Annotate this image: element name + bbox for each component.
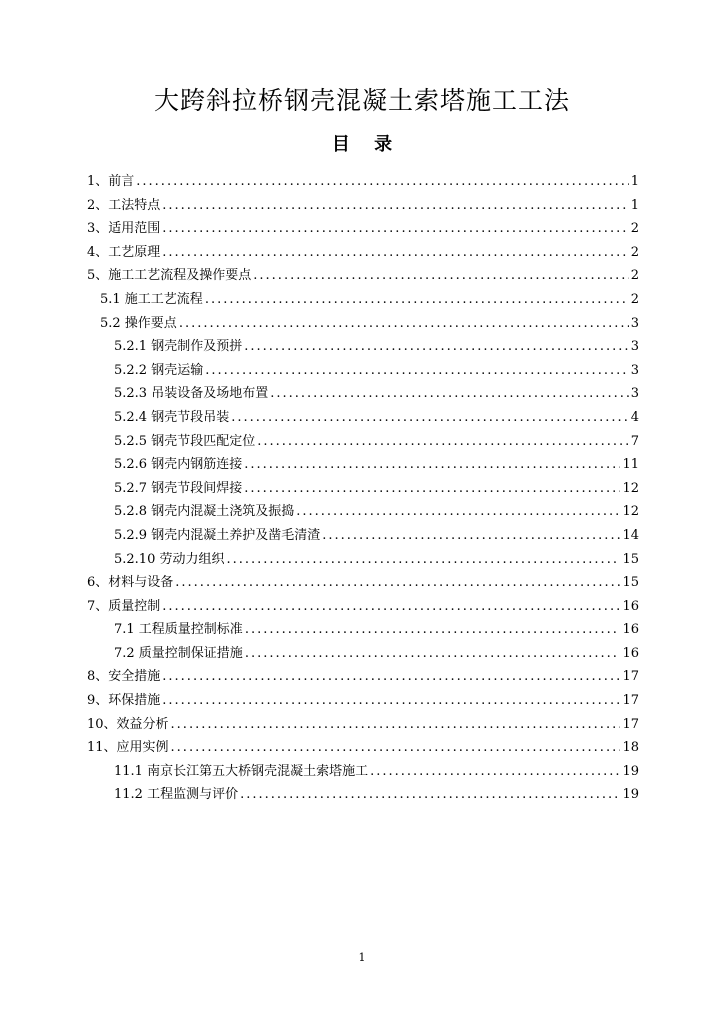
toc-entry-label: 11.2 工程监测与评价 bbox=[114, 787, 239, 803]
toc-leader-dots bbox=[244, 335, 629, 359]
toc-leader-dots bbox=[244, 477, 620, 501]
toc-entry-page: 19 bbox=[622, 763, 639, 779]
toc-leader-dots bbox=[253, 264, 628, 288]
toc-entry-label: 8、安全措施 bbox=[87, 669, 161, 685]
toc-entry-page: 16 bbox=[622, 622, 639, 638]
toc-leader-dots bbox=[162, 194, 628, 218]
toc-leader-dots bbox=[175, 571, 620, 595]
toc-entry-page: 11 bbox=[622, 457, 639, 473]
toc-entry[interactable] bbox=[87, 312, 639, 336]
toc-entry[interactable] bbox=[87, 288, 639, 312]
toc-entry-page: 17 bbox=[622, 716, 639, 732]
toc-entry[interactable] bbox=[87, 760, 639, 784]
toc-entry[interactable] bbox=[87, 642, 639, 666]
toc-entry[interactable] bbox=[87, 595, 639, 619]
toc-entry-label: 5、施工工艺流程及操作要点 bbox=[87, 268, 252, 284]
page-number: 1 bbox=[358, 951, 366, 964]
toc-entry-page: 1 bbox=[630, 174, 639, 189]
toc-leader-dots bbox=[231, 406, 629, 430]
toc-entry-page: 17 bbox=[622, 693, 639, 709]
toc-leader-dots bbox=[162, 595, 620, 619]
toc-entry-page: 15 bbox=[622, 551, 639, 567]
toc-entry-label: 4、工艺原理 bbox=[87, 244, 161, 260]
toc-entry-page: 15 bbox=[622, 575, 639, 591]
toc-entry-label: 5.2.10 劳动力组织 bbox=[114, 551, 225, 567]
toc-entry-label: 5.2.7 钢壳节段间焊接 bbox=[114, 480, 243, 496]
toc-entry-page: 17 bbox=[622, 669, 639, 685]
toc-leader-dots bbox=[245, 618, 621, 642]
toc-entry-page: 2 bbox=[630, 221, 639, 237]
toc-entry-page: 3 bbox=[630, 386, 639, 402]
toc-leader-dots bbox=[162, 689, 620, 713]
toc-leader-dots bbox=[244, 453, 620, 477]
toc-leader-dots bbox=[162, 217, 628, 241]
toc-entry-page: 4 bbox=[630, 409, 639, 425]
toc-entry[interactable] bbox=[87, 689, 639, 713]
toc-entry[interactable] bbox=[87, 194, 639, 218]
toc-entry-label: 7.2 质量控制保证措施 bbox=[114, 645, 243, 661]
toc-entry-page: 16 bbox=[622, 598, 639, 614]
toc-leader-dots bbox=[245, 642, 621, 666]
toc-heading: 目 录 bbox=[331, 134, 393, 155]
toc-entry[interactable] bbox=[87, 548, 639, 572]
toc-entry-label: 5.2.3 吊装设备及场地布置 bbox=[114, 386, 269, 402]
toc-leader-dots bbox=[162, 241, 628, 265]
toc-leader-dots bbox=[296, 500, 620, 524]
document-title: 大跨斜拉桥钢壳混凝土索塔施工工法 bbox=[153, 86, 570, 115]
toc-leader-dots bbox=[162, 665, 620, 689]
toc-entry[interactable] bbox=[87, 335, 639, 359]
toc-entry-page: 12 bbox=[622, 504, 639, 520]
toc-leader-dots bbox=[226, 548, 620, 572]
toc-leader-dots bbox=[171, 713, 621, 737]
toc-entry-label: 11、应用实例 bbox=[87, 740, 169, 756]
toc-entry[interactable] bbox=[87, 382, 639, 406]
toc-entry-label: 5.2.2 钢壳运输 bbox=[114, 362, 204, 378]
toc-leader-dots bbox=[136, 170, 628, 194]
toc-entry[interactable] bbox=[87, 477, 639, 501]
toc-entry-label: 5.1 施工工艺流程 bbox=[100, 291, 203, 307]
toc-entry-label: 9、环保措施 bbox=[87, 693, 161, 709]
toc-entry[interactable] bbox=[87, 736, 639, 760]
toc-leader-dots bbox=[179, 312, 629, 336]
toc-entry-page: 16 bbox=[622, 645, 639, 661]
toc-entry-page: 7 bbox=[630, 433, 639, 449]
toc-entry-label: 5.2.8 钢壳内混凝土浇筑及振捣 bbox=[114, 504, 295, 520]
toc-entry-label: 11.1 南京长江第五大桥钢壳混凝土索塔施工 bbox=[114, 763, 369, 779]
toc-leader-dots bbox=[257, 430, 629, 454]
toc-entry-page: 19 bbox=[622, 787, 639, 803]
toc-entry[interactable] bbox=[87, 618, 639, 642]
toc-entry[interactable] bbox=[87, 430, 639, 454]
toc-leader-dots bbox=[370, 760, 620, 784]
toc-leader-dots bbox=[205, 359, 629, 383]
toc-leader-dots bbox=[270, 382, 629, 406]
toc-entry-label: 5.2.4 钢壳节段吊装 bbox=[114, 409, 230, 425]
toc-entry-page: 2 bbox=[630, 244, 639, 260]
toc-entry[interactable] bbox=[87, 359, 639, 383]
toc-entry-label: 5.2.6 钢壳内钢筋连接 bbox=[114, 457, 243, 473]
toc-entry[interactable] bbox=[87, 500, 639, 524]
toc-entry-page: 14 bbox=[622, 527, 639, 543]
toc-leader-dots bbox=[171, 736, 621, 760]
toc-entry-label: 3、适用范围 bbox=[87, 221, 161, 237]
toc-entry-page: 3 bbox=[630, 339, 639, 355]
toc-entry-page: 18 bbox=[622, 740, 639, 756]
toc-entry[interactable] bbox=[87, 665, 639, 689]
toc-entry-page: 2 bbox=[630, 268, 639, 284]
toc-leader-dots bbox=[240, 783, 620, 807]
toc-entry-label: 7.1 工程质量控制标准 bbox=[114, 622, 243, 638]
toc-entry[interactable] bbox=[87, 217, 639, 241]
toc-entry-label: 10、效益分析 bbox=[87, 716, 169, 732]
toc-entry[interactable] bbox=[87, 406, 639, 430]
toc-entry-page: 3 bbox=[630, 362, 639, 378]
table-of-contents bbox=[87, 170, 639, 807]
toc-entry-page: 1 bbox=[630, 197, 639, 213]
toc-leader-dots bbox=[205, 288, 629, 312]
toc-entry-label: 7、质量控制 bbox=[87, 598, 161, 614]
toc-entry[interactable] bbox=[87, 241, 639, 265]
toc-leader-dots bbox=[322, 524, 620, 548]
toc-entry-label: 5.2 操作要点 bbox=[100, 315, 177, 331]
toc-entry-label: 1、前言 bbox=[87, 174, 135, 189]
toc-entry-page: 2 bbox=[630, 291, 639, 307]
toc-entry-label: 5.2.1 钢壳制作及预拼 bbox=[114, 339, 243, 355]
toc-entry[interactable] bbox=[87, 571, 639, 595]
toc-entry-page: 12 bbox=[622, 480, 639, 496]
toc-entry[interactable] bbox=[87, 524, 639, 548]
toc-entry-label: 5.2.5 钢壳节段匹配定位 bbox=[114, 433, 256, 449]
toc-entry-page: 3 bbox=[630, 315, 639, 331]
toc-entry-label: 6、材料与设备 bbox=[87, 575, 174, 591]
toc-entry-label: 2、工法特点 bbox=[87, 197, 161, 213]
toc-entry[interactable] bbox=[87, 264, 639, 288]
toc-entry[interactable] bbox=[87, 713, 639, 737]
toc-entry[interactable] bbox=[87, 453, 639, 477]
toc-entry-label: 5.2.9 钢壳内混凝土养护及凿毛清渣 bbox=[114, 527, 321, 543]
toc-entry[interactable] bbox=[87, 783, 639, 807]
toc-entry[interactable] bbox=[87, 170, 639, 194]
